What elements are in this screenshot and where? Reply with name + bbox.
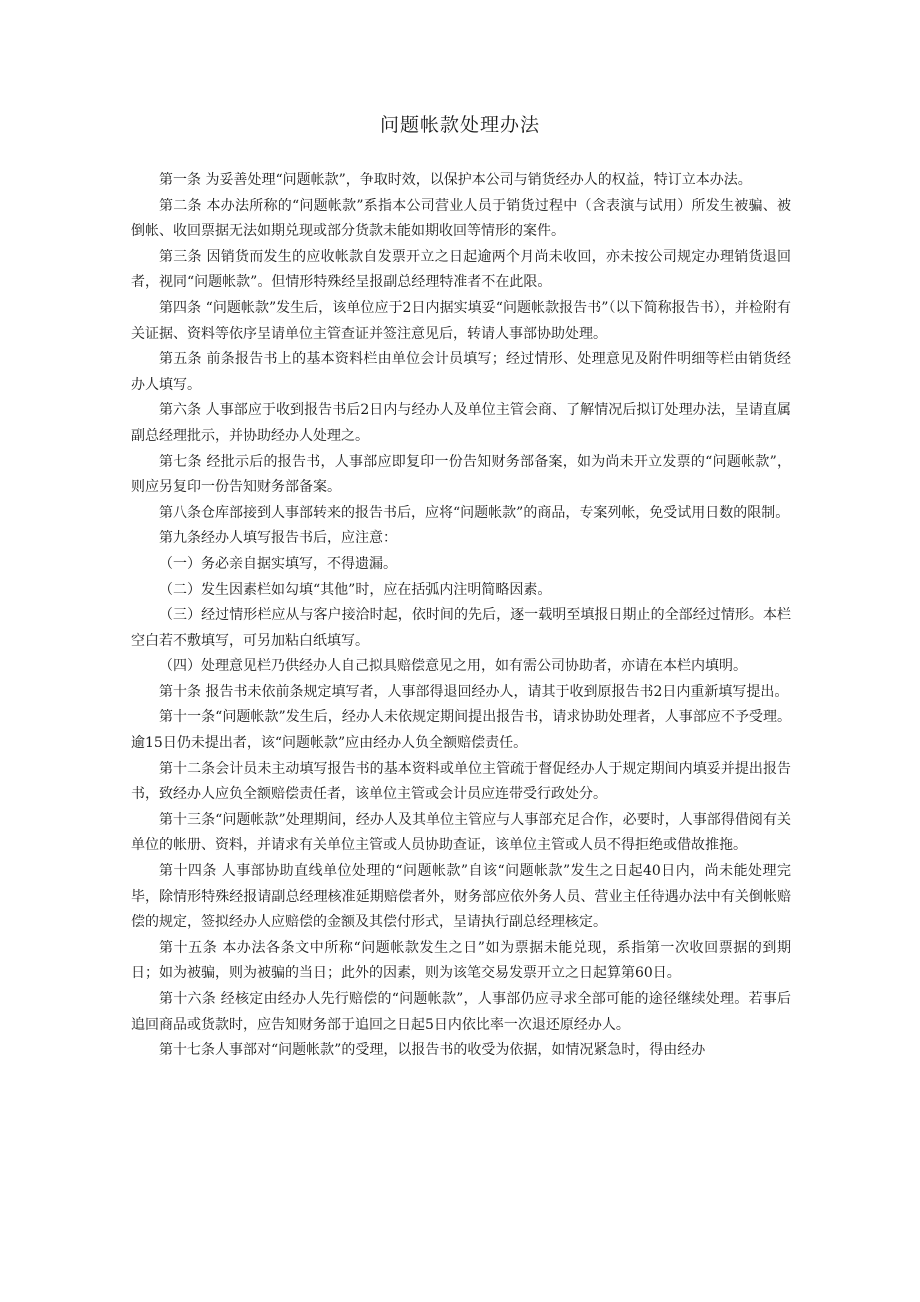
article-9-item-3: （三）经过情形栏应从与客户接洽时起，依时间的先后，逐一载明至填报日期止的全部经过情形。本栏空白若不敷填写，可另加粘白纸填写。 (131, 607, 791, 649)
article-6: 第六条 人事部应于收到报告书后2日内与经办人及单位主管会商、了解情况后拟订处理办法，呈请直属副总经理批示，并协助经办人处理之。 (131, 402, 791, 444)
article-17: 第十七条人事部对“问题帐款”的受理，以报告书的收受为依据，如情况紧急时，得由经办 (159, 1042, 706, 1059)
article-9-item-1: （一）务必亲自据实填写，不得遗漏。 (159, 555, 397, 572)
article-2: 第二条 本办法所称的“问题帐款”系指本公司营业人员于销货过程中（含表演与试用）所发生被骗、被倒帐、收回票据无法如期兑现或部分货款未能如期收回等情形的案件。 (131, 197, 791, 240)
article-7: 第七条 经批示后的报告书，人事部应即复印一份告知财务部备案，如为尚未开立发票的“问题帐款”，则应另复印一份告知财务部备案。 (131, 453, 791, 496)
article-3: 第三条 因销货而发生的应收帐款自发票开立之日起逾两个月尚未收回，亦未按公司规定办理销货退回者，视同“问题帐款”。但情形特殊经呈报副总经理特准者不在此限。 (131, 248, 791, 291)
article-5: 第五条 前条报告书上的基本资料栏由单位会计员填写；经过情形、处理意见及附件明细等栏由销货经办人填写。 (131, 351, 791, 393)
article-9-item-2: （二）发生因素栏如勾填“其他”时，应在括弧内注明简略因素。 (159, 581, 552, 598)
article-4: 第四条 “问题帐款”发生后，该单位应于2日内据实填妥“问题帐款报告书”（以下简称报告书），并检附有关证据、资料等依序呈请单位主管查证并签注意见后，转请人事部协助处理。 (131, 299, 791, 342)
article-12: 第十二条会计员未主动填写报告书的基本资料或单位主管疏于督促经办人于规定期间内填妥并提出报告书，致经办人应负全额赔偿责任者，该单位主管或会计员应连带受行政处分。 (131, 760, 791, 803)
article-10: 第十条 报告书未依前条规定填写者，人事部得退回经办人，请其于收到原报告书2日内重新填写提出。 (159, 683, 789, 700)
article-8: 第八条仓库部接到人事部转来的报告书后，应将“问题帐款”的商品，专案列帐，免受试用日数的限制。 (159, 504, 790, 521)
article-15: 第十五条 本办法各条文中所称“问题帐款发生之日”如为票据未能兑现，系指第一次收回票据的到期日；如为被骗，则为被骗的当日；此外的因素，则为该笔交易发票开立之日起算第60日。 (131, 939, 791, 982)
article-13: 第十三条“问题帐款”处理期间，经办人及其单位主管应与人事部充足合作，必要时，人事部得借阅有关单位的帐册、资料，并请求有关单位主管或人员协助查证，该单位主管或人员不得拒绝或借故推拖。 (131, 811, 791, 854)
article-9: 第九条经办人填写报告书后，应注意： (159, 530, 397, 547)
article-11: 第十一条“问题帐款”发生后，经办人未依规定期间提出报告书，请求协助处理者，人事部应不予受理。逾15日仍未提出者，该“问题帐款”应由经办人负全额赔偿责任。 (131, 709, 791, 752)
document-body (131, 168, 791, 1064)
document-title: 问题帐款处理办法 (379, 114, 540, 136)
article-16: 第十六条 经核定由经办人先行赔偿的“问题帐款”，人事部仍应寻求全部可能的途径继续处理。若事后追回商品或货款时，应告知财务部于追回之日起5日内依比率一次退还原经办人。 (131, 991, 791, 1033)
article-9-item-4: （四）处理意见栏乃供经办人自己拟具赔偿意见之用，如有需公司协助者，亦请在本栏内填明。 (159, 658, 747, 675)
article-14: 第十四条 人事部协助直线单位处理的“问题帐款”自该“问题帐款”发生之日起40日内，尚未能处理完毕，除情形特殊经报请副总经理核准延期赔偿者外，财务部应依外务人员、营业主任待遇办法中有关倒帐赔偿的规定，签拟经办人应赔偿的金额及其偿付形式，呈请执行副总经理核定。 (131, 863, 791, 931)
article-1: 第一条 为妥善处理“问题帐款”，争取时效，以保护本公司与销货经办人的权益，特订立本办法。 (159, 172, 752, 188)
